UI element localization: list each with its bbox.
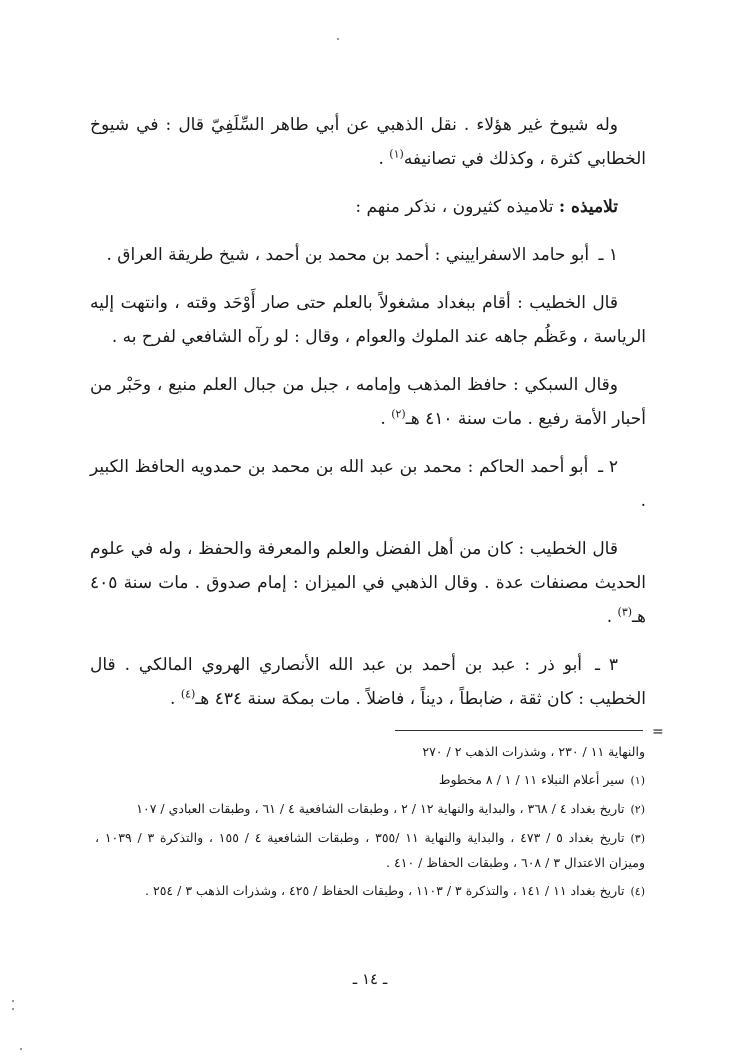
footnote-1-number: (١) bbox=[630, 774, 645, 787]
student-1-subki-paragraph bbox=[90, 368, 646, 436]
student-1-subki-end: . bbox=[380, 409, 392, 429]
main-text bbox=[90, 108, 646, 730]
footnote-3-number: (٣) bbox=[630, 832, 645, 845]
footnote-2-number: (٢) bbox=[630, 803, 645, 816]
footnote-1-text: سير أعلام النبلاء ١١ / ١ / ٨ مخطوط bbox=[438, 772, 625, 787]
footnote-divider bbox=[395, 730, 643, 731]
student-3-text: أبو ذر : عبد بن أحمد بن عبد الله الأنصاري الهروي المالكي . قال الخطيب : كان ثقة ، ضابطاً ، ديناً ، فاضلاً . مات بمكة سنة ٤٣٤ هـ bbox=[90, 655, 646, 709]
student-2-text: أبو أحمد الحاكم : محمد بن عبد الله بن محمد بن حمدويه الحافظ الكبير . bbox=[90, 457, 646, 511]
student-3-end: . bbox=[170, 689, 181, 709]
footnote-ref-2: (٢) bbox=[391, 407, 406, 421]
footnote-3 bbox=[95, 826, 645, 875]
footnote-ref-4: (٤) bbox=[180, 687, 196, 701]
student-1-khatib-text: قال الخطيب : أقام ببغداد مشغولاً بالعلم حتى صار أَوْحَد وقته ، وانتهت إليه الرياسة ، وعَظُم جاهه عند الملوك والعوام ، وقال : لو رآه الشافعي لفرح به . bbox=[90, 293, 646, 347]
students-heading-text: تلاميذه كثيرون ، نذكر منهم : bbox=[355, 197, 559, 217]
footnote-ref-3: (٣) bbox=[617, 605, 633, 619]
student-1-subki-text: وقال السبكي : حافظ المذهب وإمامه ، جبل من جبال العلم منيع ، وحَبْر من أحبار الأمة رفيع . مات سنة ٤١٠ هـ bbox=[90, 375, 646, 429]
student-2-khatib-paragraph bbox=[90, 532, 646, 634]
footnote-3-text: تاريخ بغداد ٥ / ٤٧٣ ، والبداية والنهاية ١١ /٣٥٥ ، وطبقات الشافعية ٤ / ١٥٥ ، والتذكرة ٣ / ١٠٣٩ ، وميزان الاعتدال ٣ / ٦٠٨ ، وطبقات الحفاظ / ٤١٠ . bbox=[95, 830, 645, 870]
footnote-1 bbox=[95, 768, 645, 793]
intro-paragraph bbox=[90, 108, 646, 176]
student-2-khatib-text: قال الخطيب : كان من أهل الفضل والعلم والمعرفة والحفظ ، وله في علوم الحديث مصنفات عدة . وقال الذهبي في الميزان : إمام صدوق . مات سنة ٤٠٥ هـ bbox=[90, 539, 646, 627]
student-1-khatib-paragraph bbox=[90, 286, 646, 354]
student-1-number: ١ ـ bbox=[598, 245, 618, 265]
footnote-4-number: (٤) bbox=[630, 885, 645, 898]
footnote-ref-1: (١) bbox=[389, 147, 404, 161]
student-1 bbox=[90, 238, 646, 272]
student-3 bbox=[90, 648, 646, 716]
footnote-4-text: تاريخ بغداد ١١ / ١٤١ ، والتذكرة ٣ / ١١٠٣ ، وطبقات الحفاظ / ٤٢٥ ، وشذرات الذهب ٣ / ٢٥٤ . bbox=[145, 883, 625, 898]
students-heading bbox=[90, 190, 646, 224]
intro-end: . bbox=[378, 149, 390, 169]
footnote-4 bbox=[95, 879, 645, 904]
footnote-2 bbox=[95, 797, 645, 822]
intro-text: وله شيوخ غير هؤلاء . نقل الذهبي عن أبي طاهر السِّلَفِيّ قال : في شيوخ الخطابي كثرة ، وكذلك في تصانيفه bbox=[90, 115, 646, 169]
student-2 bbox=[90, 450, 646, 518]
scan-speck bbox=[20, 1048, 22, 1050]
scan-speck bbox=[12, 1008, 14, 1010]
scan-speck bbox=[337, 38, 339, 40]
student-2-number: ٢ ـ bbox=[598, 457, 619, 477]
footnotes bbox=[95, 740, 645, 908]
footnote-2-text: تاريخ بغداد ٤ / ٣٦٨ ، والبداية والنهاية ١٢ / ٢ ، وطبقات الشافعية ٤ / ٦١ ، وطبقات العبادي / ١٠٧ bbox=[136, 801, 625, 816]
students-heading-label: تلاميذه : bbox=[558, 197, 618, 217]
student-2-khatib-end: . bbox=[606, 607, 618, 627]
page-number: ـ ١٤ ـ bbox=[352, 970, 388, 988]
student-3-number: ٣ ـ bbox=[594, 655, 618, 675]
footnote-continued: والنهاية ١١ / ٢٣٠ ، وشذرات الذهب ٢ / ٢٧٠ bbox=[422, 744, 645, 759]
scan-speck bbox=[12, 1000, 14, 1002]
student-1-text: أبو حامد الاسفراييني : أحمد بن محمد بن أحمد ، شيخ طريقة العراق . bbox=[106, 245, 590, 265]
footnote-continued-mark: = bbox=[652, 724, 664, 740]
